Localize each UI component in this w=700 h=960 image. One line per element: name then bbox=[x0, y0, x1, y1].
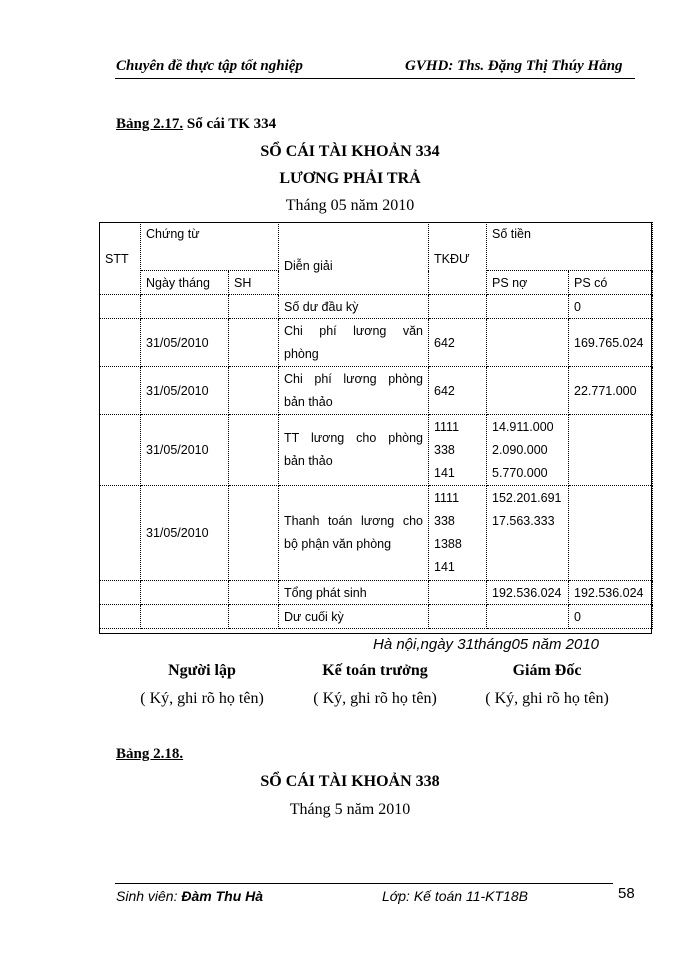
cell-ps-co: 169.765.024 bbox=[569, 319, 653, 367]
footer-student bbox=[116, 888, 263, 904]
signature-block-preparer bbox=[112, 662, 292, 708]
signature-role: Kế toán trưởng bbox=[322, 662, 428, 679]
col-header-tkdu: TKĐƯ bbox=[429, 223, 487, 295]
col-header-sh: SH bbox=[229, 271, 279, 295]
desc-part: bản thảo bbox=[284, 394, 333, 409]
cell-tkdu bbox=[429, 486, 487, 581]
signature-note: ( Ký, ghi rõ họ tên) bbox=[313, 690, 437, 707]
cell-desc: Tổng phát sinh bbox=[279, 581, 429, 605]
ledger-period: Tháng 05 năm 2010 bbox=[285, 197, 415, 214]
cell-ps-co: 192.536.024 bbox=[569, 581, 653, 605]
caption-label: Bảng 2.18. bbox=[116, 746, 184, 762]
cell-ps-no: 192.536.024 bbox=[487, 581, 569, 605]
cell-date: 31/05/2010 bbox=[141, 486, 229, 581]
ledger2-period: Tháng 5 năm 2010 bbox=[289, 801, 411, 818]
ps-no-line: 17.563.333 bbox=[492, 514, 555, 528]
signature-role: Giám Đốc bbox=[512, 662, 582, 679]
cell-tkdu: 642 bbox=[429, 367, 487, 415]
cell-tkdu: 642 bbox=[429, 319, 487, 367]
header-left: Chuyên đề thực tập tốt nghiệp bbox=[116, 58, 303, 74]
desc-part: bộ phận văn phòng bbox=[284, 537, 392, 551]
cell-ps-no bbox=[487, 415, 569, 486]
ps-no-line: 152.201.691 bbox=[492, 491, 562, 505]
footer-student-name: Đàm Thu Hà bbox=[181, 888, 264, 904]
footer-student-label: Sinh viên: bbox=[116, 888, 182, 904]
cell-ps-co: 0 bbox=[569, 295, 653, 319]
cell-tkdu bbox=[429, 415, 487, 486]
cell-ps-no bbox=[487, 486, 569, 581]
ledger-table bbox=[99, 222, 653, 629]
tkdu-line: 338 bbox=[434, 442, 455, 457]
table-caption-218 bbox=[116, 746, 183, 763]
signature-note: ( Ký, ghi rõ họ tên) bbox=[485, 690, 609, 707]
ledger2-title: SỔ CÁI TÀI KHOẢN 338 bbox=[260, 773, 440, 790]
table-row bbox=[100, 415, 653, 486]
desc-part: Thanh toán lương cho bbox=[284, 514, 423, 528]
table-row bbox=[100, 581, 653, 605]
tkdu-line: 141 bbox=[434, 465, 455, 480]
signature-block-director bbox=[457, 662, 637, 708]
signature-note: ( Ký, ghi rõ họ tên) bbox=[140, 690, 264, 707]
date-line: Hà nội,ngày 31tháng05 năm 2010 bbox=[373, 636, 600, 653]
desc-part: Chi phí lương văn bbox=[284, 323, 423, 338]
col-header-ngay-thang: Ngày tháng bbox=[141, 271, 229, 295]
tkdu-line: 338 bbox=[434, 514, 455, 528]
tkdu-line: 1388 bbox=[434, 537, 462, 551]
table-row bbox=[100, 367, 653, 415]
desc-part: Chi phí lương phòng bbox=[284, 371, 423, 386]
cell-desc bbox=[279, 367, 429, 415]
cell-desc bbox=[279, 319, 429, 367]
col-header-stt: STT bbox=[100, 223, 141, 295]
desc-part: phòng bbox=[284, 346, 319, 361]
ps-no-line: 14.911.000 bbox=[492, 419, 554, 434]
signature-role: Người lập bbox=[168, 662, 236, 679]
header-row-1 bbox=[100, 223, 653, 271]
table-row bbox=[100, 319, 653, 367]
table-row bbox=[100, 605, 653, 629]
cell-date: 31/05/2010 bbox=[141, 367, 229, 415]
caption-label: Bảng 2.17. bbox=[116, 116, 184, 132]
cell-date bbox=[141, 295, 229, 319]
tkdu-line: 141 bbox=[434, 560, 455, 574]
tkdu-line: 1111 bbox=[434, 419, 460, 434]
cell-desc bbox=[279, 415, 429, 486]
desc-part: TT lương cho phòng bbox=[284, 431, 423, 445]
cell-date: 31/05/2010 bbox=[141, 319, 229, 367]
table-caption-217 bbox=[116, 116, 276, 133]
col-header-so-tien: Số tiền bbox=[487, 223, 653, 271]
caption-text: Sổ cái TK 334 bbox=[183, 116, 277, 132]
ledger-subtitle: LƯƠNG PHẢI TRẢ bbox=[279, 170, 421, 187]
tkdu-line: 1111 bbox=[434, 491, 460, 505]
cell-ps-co: 22.771.000 bbox=[569, 367, 653, 415]
table-row bbox=[100, 486, 653, 581]
table-row bbox=[100, 295, 653, 319]
signature-block-chief-accountant bbox=[285, 662, 465, 708]
ledger-title: SỔ CÁI TÀI KHOẢN 334 bbox=[260, 143, 440, 160]
cell-desc bbox=[279, 486, 429, 581]
cell-ps-co: 0 bbox=[569, 605, 653, 629]
cell-desc: Số dư đầu kỳ bbox=[279, 295, 429, 319]
desc-part: bản thảo bbox=[284, 454, 333, 468]
col-header-ps-no: PS nợ bbox=[487, 271, 569, 295]
ps-no-line: 2.090.000 bbox=[492, 442, 548, 457]
col-header-ps-co: PS có bbox=[569, 271, 653, 295]
footer-divider bbox=[115, 883, 613, 884]
ps-no-line: 5.770.000 bbox=[492, 465, 548, 480]
header-right: GVHD: Ths. Đặng Thị Thúy Hằng bbox=[405, 58, 623, 74]
cell-date: 31/05/2010 bbox=[141, 415, 229, 486]
col-header-dien-giai: Diễn giải bbox=[279, 223, 429, 295]
col-header-chung-tu: Chứng từ bbox=[141, 223, 279, 271]
footer-class: Lớp: Kế toán 11-KT18B bbox=[382, 888, 528, 904]
cell-desc: Dư cuối kỳ bbox=[279, 605, 429, 629]
header-divider bbox=[115, 78, 635, 79]
page-number: 58 bbox=[618, 885, 635, 902]
